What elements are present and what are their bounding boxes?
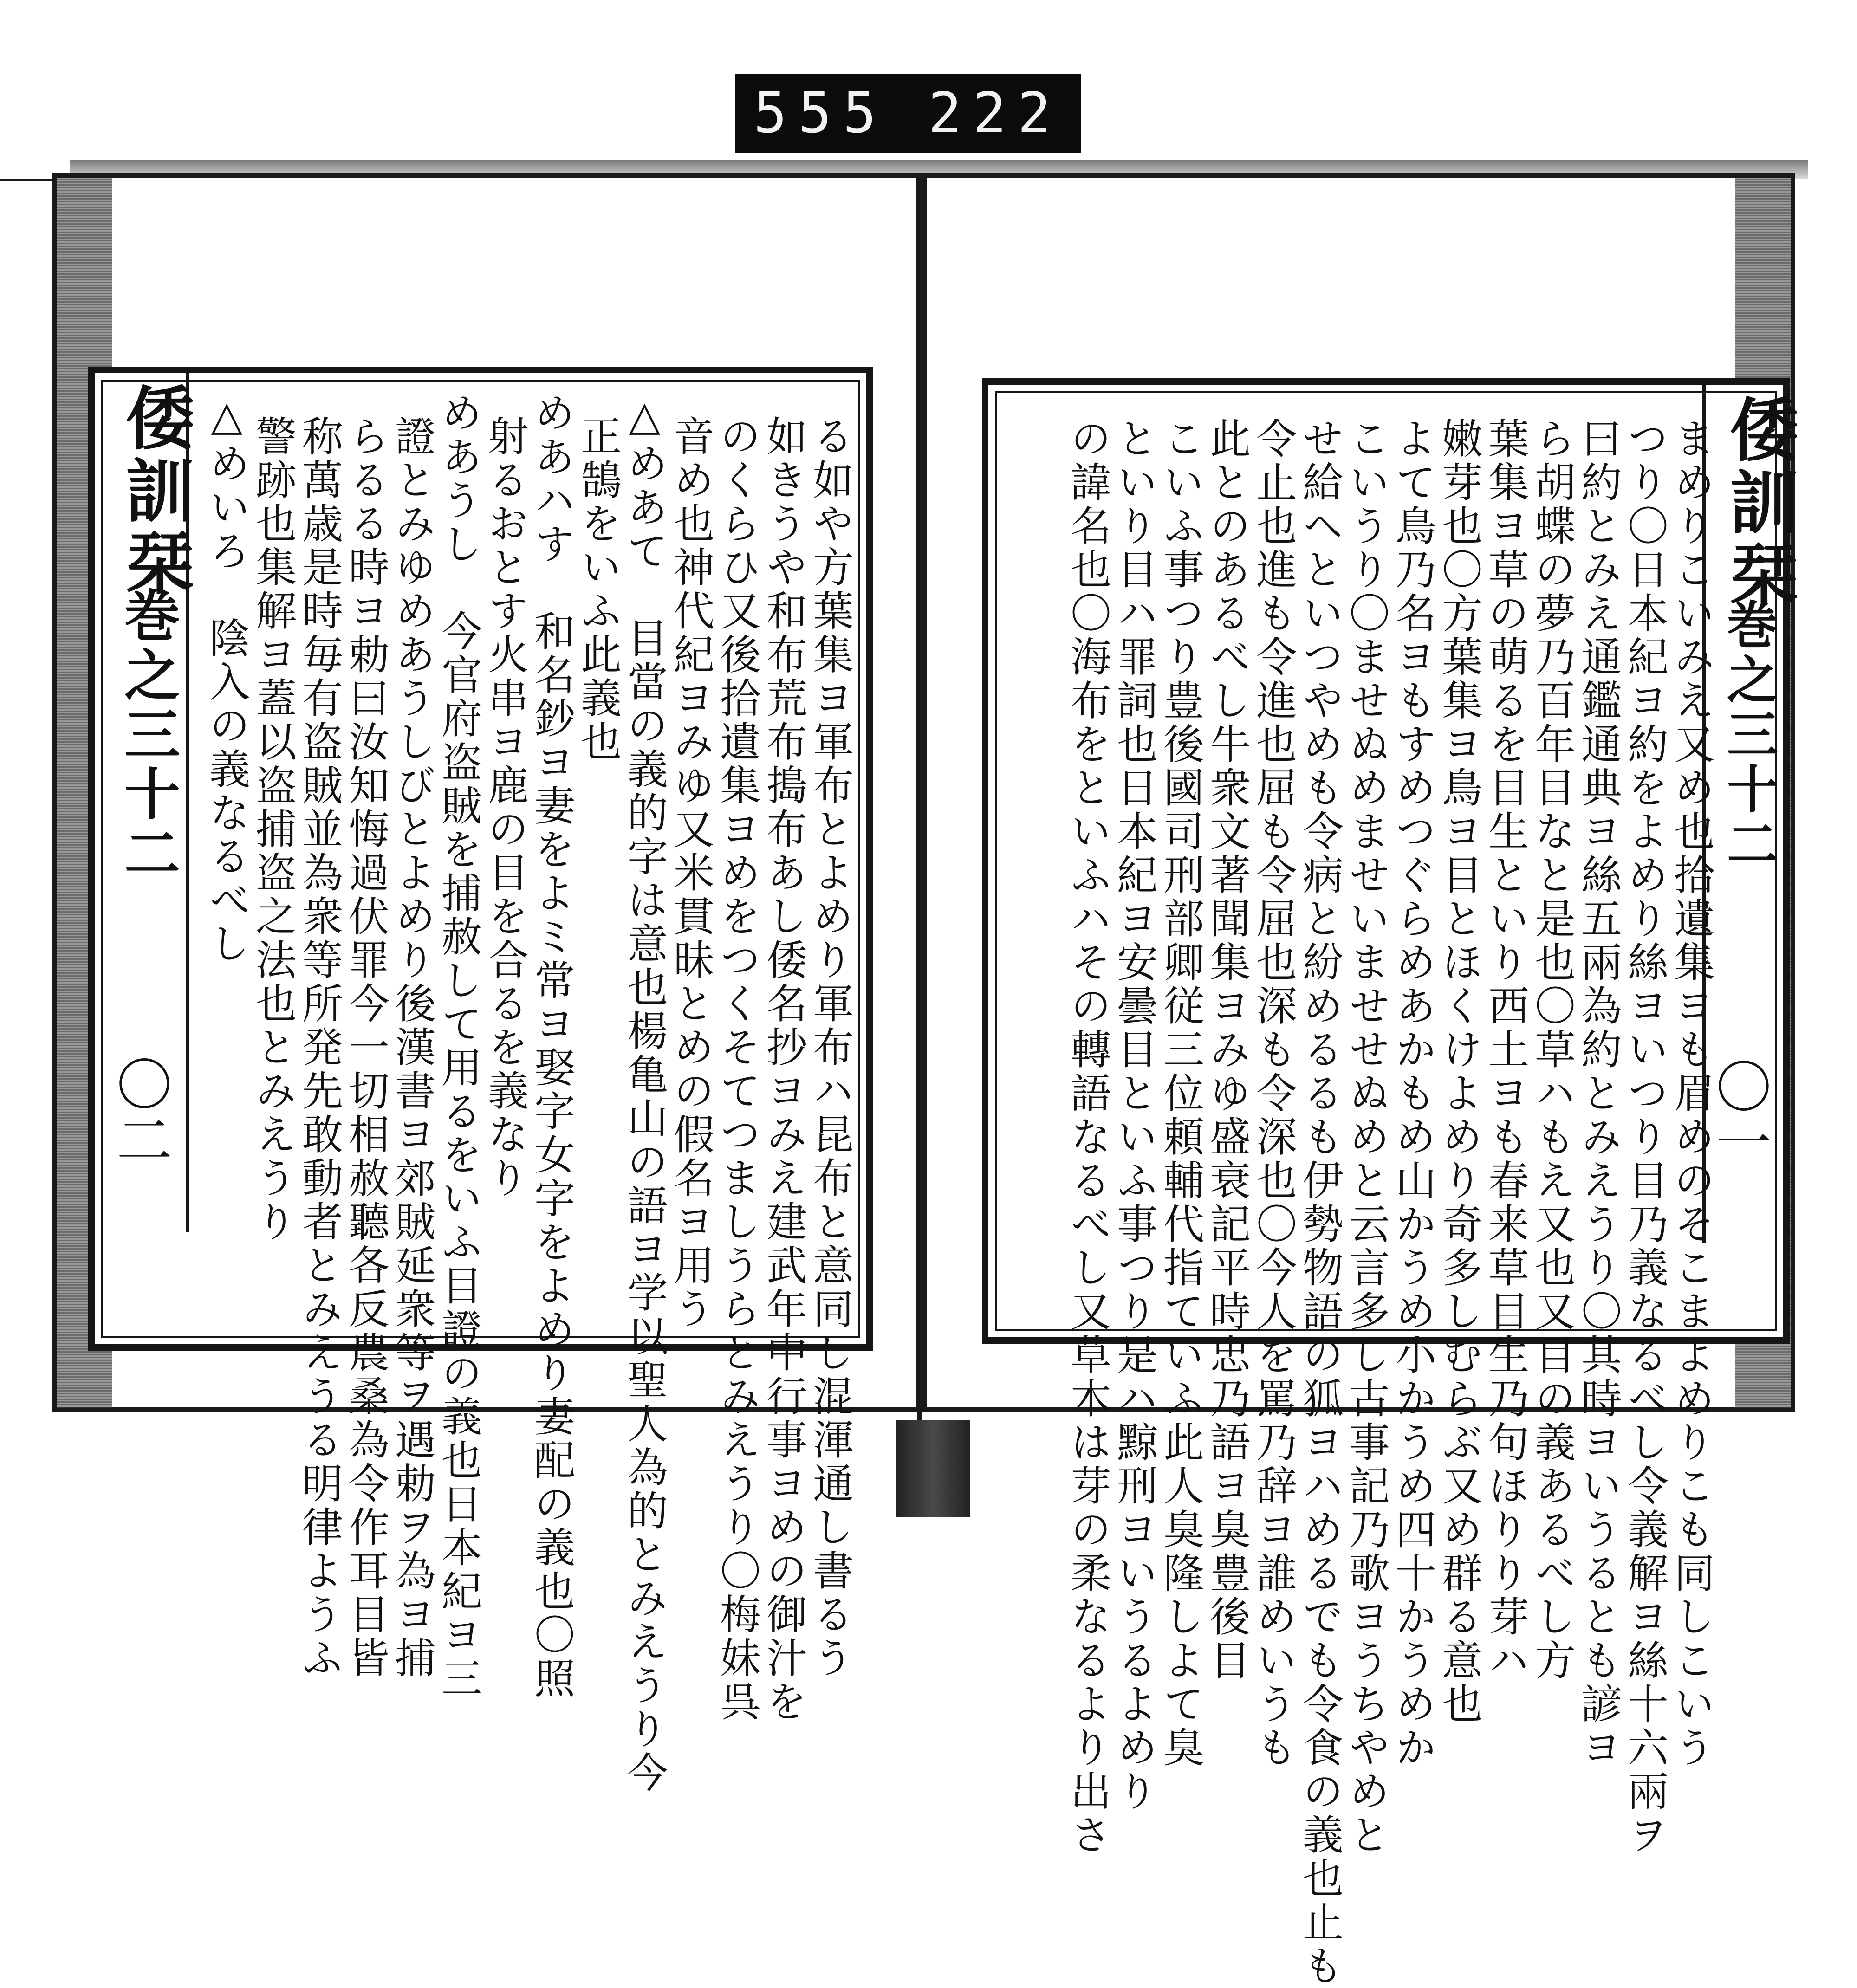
right-text-line: 葉集ヨ草の萌るを目生といり西土ヨも春来草目生乃句ほりり芽ハ [1482, 417, 1530, 1683]
right-text-line: こいうり〇ませぬめませいませせぬめと云言多し古事記乃歌ヨうちやめと [1343, 417, 1390, 1857]
left-text-line: らるる時ヨ勅曰汝知悔過伏罪今一切相赦聽各反農桑為令作耳目皆 [342, 415, 390, 1680]
right-text-line: 此とのあるべし牛衆文著聞集ヨみゆ盛衰記平時忠乃語ヨ臭豊後目 [1203, 417, 1251, 1683]
right-text-line: 嫩芽也〇方葉集ヨ鳥ヨ目とほくけよめり奇多しむらぶ又め群る意也 [1435, 417, 1483, 1726]
left-page-tab [97, 373, 195, 1232]
archive-number-left: 555 [753, 81, 888, 146]
right-text-line: といり目ハ罪詞也日本紀ヨ安曇目といふ事つり是ハ黥刑ヨいうるよめり [1110, 417, 1158, 1813]
left-text-line: 正鵠をいふ此義也 [574, 415, 622, 764]
left-tab-volume: 巻之三十二 [115, 587, 181, 884]
right-tab-title: 倭訓栞 [1719, 394, 1799, 611]
right-text-line: の諱名也〇海布をといふハその轉語なるべし又草木は芽の柔なるより出さ [1064, 417, 1112, 1857]
right-text-line: よて鳥乃名ヨもすめつぐらめあかもめ山かうめ小かうめ四十かうめか [1389, 417, 1437, 1770]
left-text-line: 称萬歳是時毎有盗賊並為衆等所発先敢動者とみえうる明律ようふ [296, 415, 344, 1680]
book-spine [917, 173, 922, 1426]
left-text-line: 證とみゆめあうしびとよめり後漢書ヨ郊賊延衆等ヲ遇勅ヲ為ヨ捕 [389, 415, 436, 1680]
left-text-line: る如や方葉集ヨ軍布とよめり軍布ハ昆布と意同し混渾通し書るう [806, 415, 854, 1680]
left-tab-title: 倭訓栞 [115, 382, 195, 600]
left-text-line: △めあて 目當の義的字は意也楊亀山の語ヨ学以聖人為的とみえうり今 [621, 392, 669, 1795]
right-text-line: 曰約とみえ通鑑通典ヨ絲五兩為約とみえうり〇其時ヨいうるとも諺ヨ [1575, 417, 1623, 1770]
right-text-line: ら胡蝶の夢乃百年目なと是也〇草ハもえ又也又目の義あるべし方 [1528, 417, 1576, 1683]
right-text-line: 令止也進も令進也屈も令屈也深も令深也〇今人を罵乃辞ヨ誰めいうも [1250, 417, 1298, 1770]
left-text-panel [88, 367, 873, 1795]
left-text-line: めあハす 和名鈔ヨ妻をよミ常ヨ娶字女字をよめり妻配の義也〇照 [528, 392, 576, 1701]
left-text-line: 音め也神代紀ヨみゆ又米貫昧とめの假名ヨ用う [667, 415, 715, 1331]
right-text-line: こいふ事つり豊後國司刑部卿従三位頼輔代指ていふ此人臭隆しよて臭 [1157, 417, 1205, 1770]
archive-number-right: 222 [928, 81, 1062, 146]
left-text-line: 如きうや和布荒布搗布あし倭名抄ヨみえ建武年中行事ヨめの御汁を [760, 415, 808, 1724]
right-text-panel [982, 378, 1799, 1988]
archive-label [735, 74, 1081, 153]
right-text-line: まめりこいみえ又め也拾遺集ヨも眉めのそこまよめりこも同しこいう [1668, 417, 1715, 1770]
right-page-number: 〇一 [1707, 1058, 1771, 1169]
left-text-line: 射るおとす火串ヨ鹿の目を合るを義なり [481, 415, 529, 1200]
right-text-line: せ給ヘといつやめも令病と紛めるるも伊勢物語の狐ヨハめるでも令食の義也止も [1296, 417, 1344, 1988]
left-text-line: めあうし 今官府盗賊を捕赦して用るをいふ目證の義也日本紀ヨ三 [435, 392, 483, 1701]
left-text-line: △めいろ 陰入の義なるべし [203, 392, 251, 966]
book-spine-binding [896, 1420, 970, 1517]
right-tab-volume: 巻之三十二 [1719, 598, 1779, 872]
right-text-line: つり〇日本紀ヨ約をよめり絲ヨいつり目乃義なるべし令義解ヨ絲十六兩ヲ [1621, 417, 1669, 1857]
left-text-line: のくらひ又後拾遺集ヨめをつくそてつましうらとみえうり〇梅妹呉 [714, 415, 761, 1724]
left-text-line: 警跡也集解ヨ蓋以盗捕盗之法也とみえうり [249, 415, 297, 1244]
left-page-number: 〇二 [107, 1056, 172, 1167]
